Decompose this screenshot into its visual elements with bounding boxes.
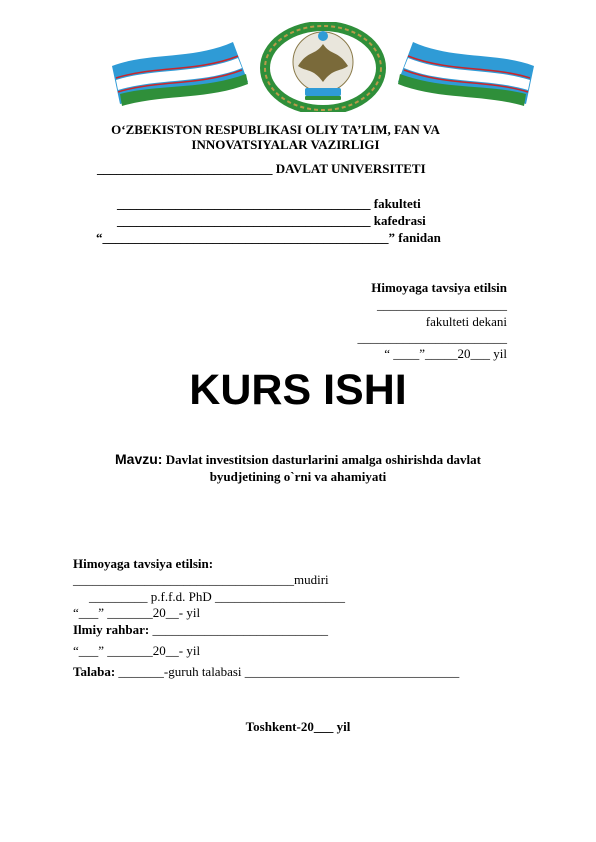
approval-date-1: “___” _______20__- yil bbox=[73, 605, 201, 620]
subject-line: “____________________________________________” fanidan bbox=[96, 230, 441, 245]
state-emblem-banner bbox=[108, 22, 538, 112]
document-title: KURS ISHI bbox=[189, 366, 407, 414]
approval-top-date: “ ____”_____20___ yil bbox=[384, 346, 507, 361]
ministry-line-2: INNOVATSIYALAR VAZIRLIGI bbox=[191, 137, 380, 152]
approval-top-signature-line: ____________________ bbox=[377, 297, 507, 312]
student-line: _______-guruh talabasi _________________________________ bbox=[115, 664, 460, 679]
city-year: Toshkent-20___ yil bbox=[245, 719, 351, 734]
flag-right-icon bbox=[398, 42, 534, 106]
topic-line-2: byudjetining o`rni va ahamiyati bbox=[209, 469, 387, 484]
faculty-line: _______________________________________ fakulteti bbox=[117, 196, 421, 211]
flag-left-icon bbox=[112, 42, 248, 106]
topic-block bbox=[0, 451, 596, 485]
dean-label: fakulteti dekani bbox=[425, 314, 507, 329]
ministry-line-1: O‘ZBEKISTON RESPUBLIKASI OLIY TA’LIM, FAN VA bbox=[111, 122, 440, 137]
supervisor-label: Ilmiy rahbar: bbox=[73, 622, 150, 637]
topic-line-1: Davlat investitsion dasturlarini amalga oshirishda davlat bbox=[165, 452, 481, 467]
department-line: _______________________________________ kafedrasi bbox=[117, 213, 426, 228]
student-label: Talaba: bbox=[73, 664, 116, 679]
supervisor-line: ___________________________ bbox=[149, 622, 328, 637]
approval-top-name-line: _______________________ bbox=[357, 330, 507, 345]
university-line: ___________________________ DAVLAT UNIVERSITETI bbox=[97, 161, 426, 176]
approval-top-heading: Himoyaga tavsiya etilsin bbox=[371, 280, 507, 295]
approval-date-2: “___” _______20__- yil bbox=[73, 643, 201, 658]
head-of-department-line: __________________________________mudiri bbox=[73, 572, 329, 587]
approval-bottom-heading: Himoyaga tavsiya etilsin: bbox=[73, 556, 214, 571]
ministry-name bbox=[0, 122, 596, 152]
degree-line: _________ p.f.f.d. PhD ____________________ bbox=[89, 589, 346, 604]
topic-label: Mavzu: bbox=[115, 451, 163, 467]
